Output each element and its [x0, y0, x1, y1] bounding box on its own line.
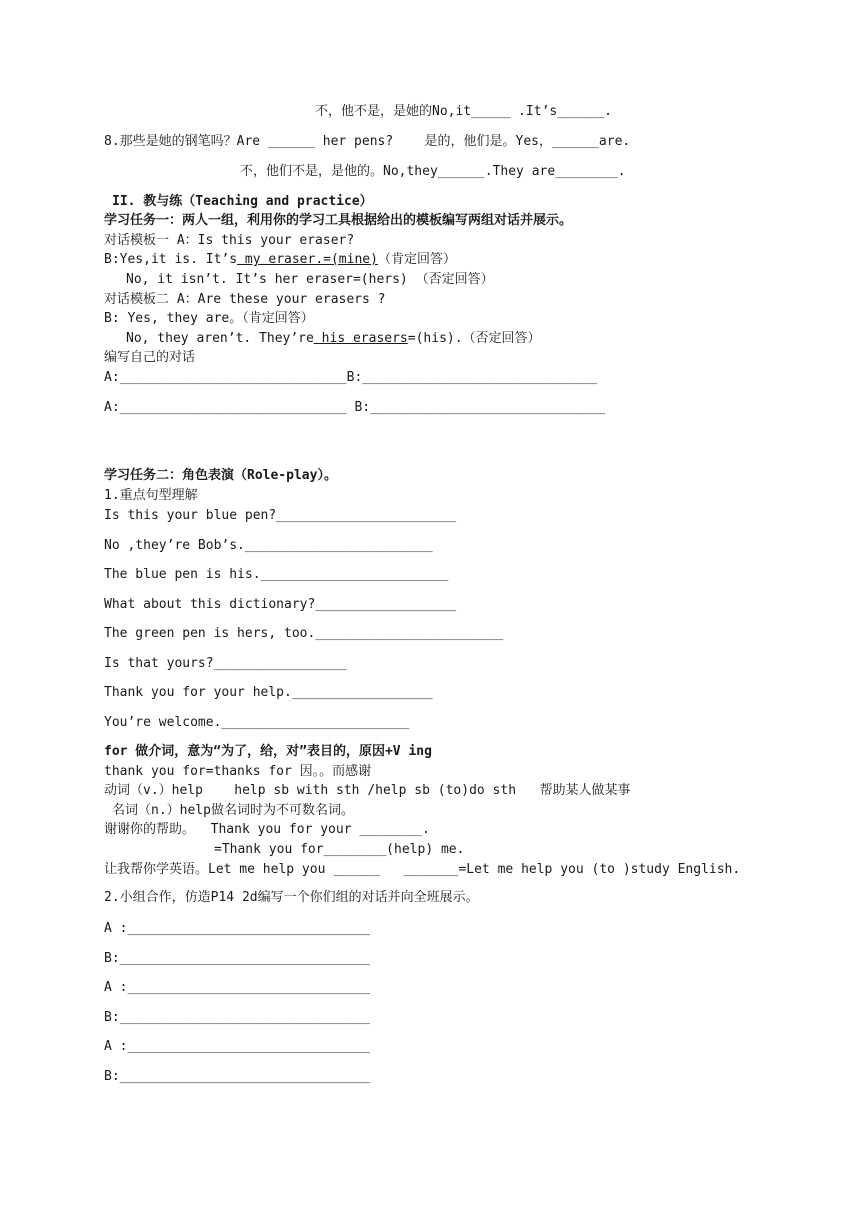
- template-two-negative-underlined: his erasers: [313, 331, 408, 346]
- key-sentence-1: Is this your blue pen?_______________________: [104, 508, 457, 523]
- template-two-question: 对话模板二 A：Are these your erasers ?: [104, 292, 386, 307]
- key-sentence-2: No ,they’re Bob’s.________________________: [104, 538, 433, 553]
- task-one-heading: 学习任务一：两人一组，利用你的学习工具根据给出的模板编写两组对话并展示。: [104, 213, 573, 228]
- key-sentence-6: Is that yours?_________________: [104, 656, 347, 671]
- exercise-let-me-help: 让我帮你学英语。Let me help you ______ _______=Let me help you (to )study English.: [104, 862, 741, 877]
- answer-line-7b: 不，他不是，是她的No,it_____ .It’s______.: [315, 104, 613, 119]
- group-dialogue-line-5: A :_______________________________: [104, 1039, 371, 1054]
- own-dialogue-line-2: A:_____________________________ B:______________________________: [104, 400, 605, 415]
- own-dialogue-line-1: A:_____________________________B:______________________________: [104, 370, 598, 385]
- key-sentences-label: 1.重点句型理解: [104, 488, 198, 503]
- template-one-question: 对话模板一 A：Is this your eraser?: [104, 233, 355, 248]
- exercise-thank-you-help: 谢谢你的帮助。 Thank you for your ________.: [104, 822, 430, 837]
- group-dialogue-line-1: A :_______________________________: [104, 921, 371, 936]
- group-dialogue-line-6: B:________________________________: [104, 1069, 371, 1084]
- template-two-negative: [126, 331, 541, 347]
- write-own-dialogue-label: 编写自己的对话: [104, 350, 196, 365]
- section-heading-teaching-practice: II. 教与练（Teaching and practice）: [112, 194, 373, 209]
- group-dialogue-line-4: B:________________________________: [104, 1010, 371, 1025]
- exercise-thank-you-for-helping: =Thank you for________(help) me.: [214, 842, 465, 857]
- key-sentence-3: The blue pen is his.________________________: [104, 567, 449, 582]
- grammar-note-for: for 做介词，意为“为了，给，对”表目的，原因+V ing: [104, 744, 432, 759]
- group-work-instruction: 2.小组合作，仿造P14 2d编写一个你们组的对话并向全班展示。: [104, 890, 479, 905]
- template-one-positive-comment: （肯定回答）: [377, 252, 456, 267]
- question-8: 8.那些是她的钢笔吗？Are ______ her pens? 是的，他们是。Yes，______are.: [104, 134, 631, 149]
- template-two-negative-text: No, they aren’t. They’re: [126, 331, 314, 346]
- key-sentence-7: Thank you for your help.__________________: [104, 685, 433, 700]
- template-two-negative-comment: =(his).（否定回答）: [407, 331, 541, 346]
- grammar-note-help-verb: 动词（v.）help help sb with sth /help sb (to)do sth 帮助某人做某事: [104, 783, 631, 798]
- template-one-positive-text: B:Yes,it is. It’s: [104, 252, 238, 267]
- key-sentence-4: What about this dictionary?__________________: [104, 597, 457, 612]
- template-two-positive: B: Yes, they are。（肯定回答）: [104, 311, 314, 326]
- key-sentence-8: You’re welcome.________________________: [104, 715, 410, 730]
- template-one-positive-underlined: my eraser.=(mine): [237, 252, 378, 267]
- group-dialogue-line-3: A :_______________________________: [104, 980, 371, 995]
- template-one-negative: No, it isn’t. It’s her eraser=(hers) （否定回答）: [126, 272, 494, 287]
- task-two-heading: 学习任务二：角色表演（Role-play）。: [104, 468, 337, 483]
- key-sentence-5: The green pen is hers, too.________________________: [104, 626, 504, 641]
- grammar-note-help-noun: 名词（n.）help做名词时为不可数名词。: [112, 803, 354, 818]
- answer-line-8b: 不，他们不是，是他的。No,they______.They are________.: [240, 164, 626, 179]
- group-dialogue-line-2: B:________________________________: [104, 951, 371, 966]
- grammar-note-thank-you-for: thank you for=thanks for 因。。而感谢: [104, 764, 372, 779]
- template-one-positive: [104, 252, 456, 268]
